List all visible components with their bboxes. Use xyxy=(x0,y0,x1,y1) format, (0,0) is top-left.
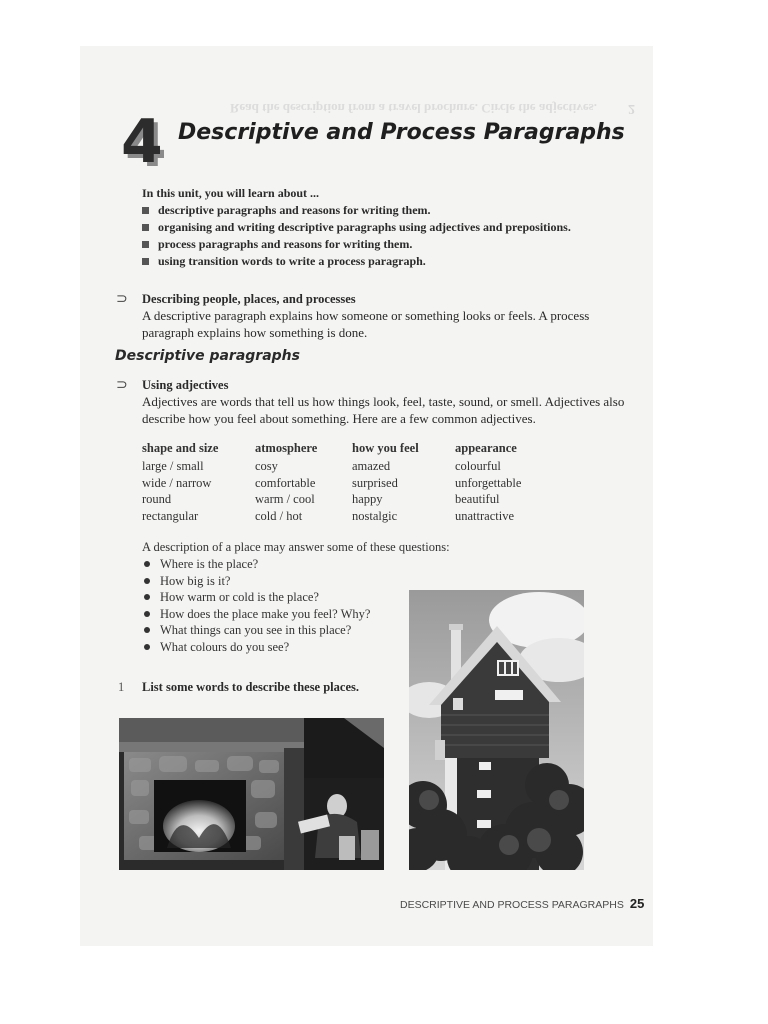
running-title: DESCRIPTIVE AND PROCESS PARAGRAPHS xyxy=(400,899,624,911)
list-item: How big is it? xyxy=(142,573,450,590)
unit-title: Descriptive and Process Paragraphs xyxy=(178,120,625,145)
place-questions xyxy=(142,540,450,655)
table-cell: wide / narrow xyxy=(142,475,212,490)
list-item: How does the place make you feel? Why? xyxy=(142,606,450,623)
table-cell: happy xyxy=(352,492,383,506)
show-through-text: Read the description from a travel brochure. Circle the adjectives. xyxy=(230,101,597,116)
table-cell: beautiful xyxy=(455,492,500,506)
exercise-1 xyxy=(118,680,359,695)
table-cell: unattractive xyxy=(455,508,514,523)
questions-lead: A description of a place may answer some of these questions: xyxy=(142,540,450,554)
list-item: What colours do you see? xyxy=(142,639,450,656)
objectives-lead: In this unit, you will learn about ... xyxy=(142,186,320,200)
objective-item: descriptive paragraphs and reasons for writing them. xyxy=(142,202,571,219)
table-cell: cosy xyxy=(255,459,278,473)
section-describing xyxy=(116,292,642,341)
table-cell: cold / hot xyxy=(255,508,303,523)
page-footer xyxy=(400,896,644,911)
table-cell: colourful xyxy=(455,459,501,473)
objective-item: using transition words to write a process paragraph. xyxy=(142,253,571,270)
section-body: A descriptive paragraph explains how someone or something looks or feels. A process paragraph explains how something is done. xyxy=(142,308,590,340)
table-row xyxy=(142,491,555,508)
section-arrow-icon: ⊃ xyxy=(116,378,128,393)
adjectives-table xyxy=(142,441,555,524)
table-header-row xyxy=(142,441,555,458)
column-header: appearance xyxy=(455,441,517,455)
table-cell: round xyxy=(142,492,172,506)
table-row xyxy=(142,458,555,475)
table-cell: unforgettable xyxy=(455,475,522,490)
column-header: how you feel xyxy=(352,441,419,455)
objective-item: organising and writing descriptive paragraphs using adjectives and prepositions. xyxy=(142,219,571,236)
table-row xyxy=(142,475,555,492)
unit-number: 4 xyxy=(121,107,163,177)
column-header: atmosphere xyxy=(255,441,318,455)
exercise-instruction: List some words to describe these places. xyxy=(142,680,359,694)
tower-house-photo xyxy=(409,590,584,870)
section-arrow-icon: ⊃ xyxy=(116,292,128,307)
section-adjectives xyxy=(116,378,642,427)
fireplace-room-photo xyxy=(119,718,384,870)
objective-item: process paragraphs and reasons for writing them. xyxy=(142,236,571,253)
section-body: Adjectives are words that tell us how things look, feel, taste, sound, or smell. Adjectives also describe how you feel about something. Here are a few common adjectives. xyxy=(142,394,625,426)
list-item: Where is the place? xyxy=(142,556,450,573)
table-cell: comfortable xyxy=(255,475,316,490)
list-item: What things can you see in this place? xyxy=(142,622,450,639)
page-number: 25 xyxy=(629,896,645,911)
unit-objectives xyxy=(142,185,571,270)
subheading-descriptive: Descriptive paragraphs xyxy=(115,348,300,364)
list-item: How warm or cold is the place? xyxy=(142,589,450,606)
questions-list xyxy=(142,556,450,655)
table-cell: surprised xyxy=(352,475,398,490)
table-cell: nostalgic xyxy=(352,508,398,523)
column-header: shape and size xyxy=(142,441,219,455)
table-row xyxy=(142,508,555,525)
exercise-number: 1 xyxy=(118,680,125,694)
table-cell: amazed xyxy=(352,459,391,473)
table-cell: warm / cool xyxy=(255,492,315,506)
section-heading: Using adjectives xyxy=(142,378,229,392)
show-through-number: 2 xyxy=(628,101,635,116)
section-heading: Describing people, places, and processes xyxy=(142,292,356,306)
table-cell: large / small xyxy=(142,459,204,473)
objectives-list xyxy=(142,202,571,270)
table-cell: rectangular xyxy=(142,508,199,523)
